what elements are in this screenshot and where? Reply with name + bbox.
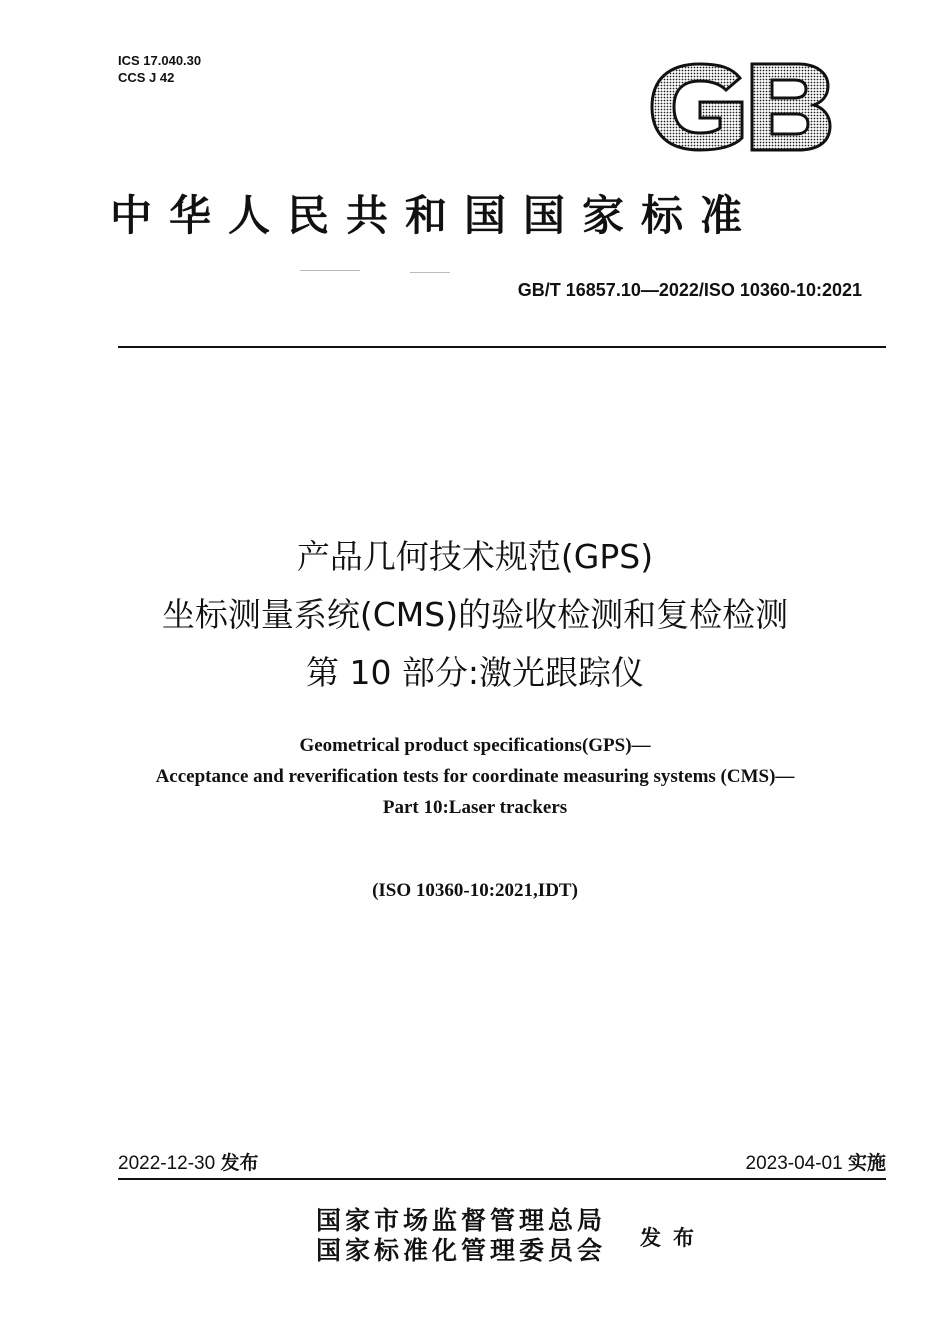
issuing-authorities <box>316 1206 606 1266</box>
classification-codes <box>118 52 201 86</box>
chinese-title-line-2: 坐标测量系统(CMS)的验收检测和复检检测 <box>161 595 789 634</box>
national-standard-title: 中华人民共和国国家标准 <box>110 191 760 240</box>
issue-date <box>118 1148 259 1175</box>
standard-number: GB/T 16857.10—2022/ISO 10360-10:2021 <box>517 280 862 300</box>
implementation-date-value: 2023-04-01 <box>745 1153 843 1174</box>
implementation-date-label: 实施 <box>847 1153 886 1174</box>
iso-reference: (ISO 10360-10:2021,IDT) <box>372 880 578 901</box>
header-divider <box>118 346 886 348</box>
publish-label: 发布 <box>640 1225 706 1250</box>
footer-divider <box>118 1178 886 1180</box>
english-title <box>0 730 950 823</box>
scan-speck <box>410 272 450 273</box>
issuer-samr: 国家市场监督管理总局 <box>316 1206 607 1235</box>
chinese-title-line-3: 第 10 部分:激光跟踪仪 <box>305 653 645 692</box>
issue-date-label: 发布 <box>220 1153 259 1174</box>
gb-logo-icon <box>648 60 834 154</box>
english-title-line-1: Geometrical product specifications(GPS)— <box>299 735 651 756</box>
english-title-line-2: Acceptance and reverification tests for coordinate measuring systems (CMS)— <box>155 766 795 787</box>
english-title-line-3: Part 10:Laser trackers <box>382 797 568 818</box>
scan-speck <box>300 270 360 271</box>
implementation-date <box>746 1148 887 1175</box>
issue-date-value: 2022-12-30 <box>118 1153 216 1174</box>
ccs-code: CCS J 42 <box>118 70 175 85</box>
chinese-title <box>0 528 950 702</box>
issuer-sac: 国家标准化管理委员会 <box>316 1236 607 1265</box>
chinese-title-line-1: 产品几何技术规范(GPS) <box>296 537 654 576</box>
ics-code: ICS 17.040.30 <box>118 53 202 68</box>
